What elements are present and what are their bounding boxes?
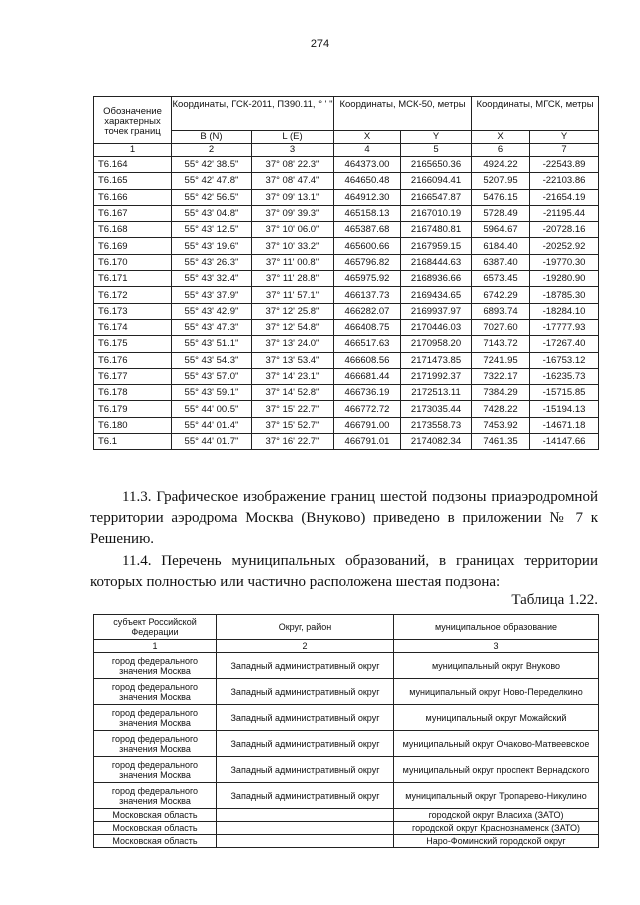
- table-row-cell-2: 55° 43' 54.3": [172, 352, 252, 368]
- table-row-cell-5: 2170446.03: [401, 319, 472, 335]
- table-row: [94, 157, 599, 173]
- table2-row-cell-2: Западный административный округ: [217, 757, 394, 783]
- table-row-cell-1: Т6.164: [94, 157, 172, 173]
- table2-row-cell-1: Московская область: [94, 809, 217, 822]
- table2-header-row-cell-1: субъект Российской Федерации: [94, 615, 217, 640]
- table-row: [94, 254, 599, 270]
- table-row-cell-1: Т6.168: [94, 222, 172, 238]
- table2-column-number-row-cell-1: 1: [94, 640, 217, 653]
- table2-row-cell-3: муниципальный округ Можайский: [394, 705, 599, 731]
- table-row-cell-6: 6573.45: [472, 271, 530, 287]
- table2-row: [94, 757, 599, 783]
- table-row-cell-6: 5476.15: [472, 189, 530, 205]
- header-y-mgsk: Y: [530, 131, 599, 144]
- table-row-cell-6: 6184.40: [472, 238, 530, 254]
- table-row-cell-5: 2165650.36: [401, 157, 472, 173]
- table2-row-cell-2: [217, 835, 394, 848]
- table-row-cell-7: -22103.86: [530, 173, 599, 189]
- table2-row-cell-2: [217, 809, 394, 822]
- table-row-cell-4: 466681.44: [334, 368, 401, 384]
- table-row-cell-4: 465600.66: [334, 238, 401, 254]
- table-row: [94, 434, 599, 450]
- table2-row-cell-1: город федерального значения Москва: [94, 705, 217, 731]
- table-row: [94, 401, 599, 417]
- table-row-cell-7: -16235.73: [530, 368, 599, 384]
- table-row: [94, 189, 599, 205]
- table-row-cell-3: 37° 11' 00.8": [252, 254, 334, 270]
- table-row-cell-3: 37° 10' 06.0": [252, 222, 334, 238]
- table-row-cell-2: 55° 43' 37.9": [172, 287, 252, 303]
- table-row-cell-1: Т6.166: [94, 189, 172, 205]
- table-caption: Таблица 1.22.: [511, 592, 598, 608]
- table-row-cell-3: 37° 10' 33.2": [252, 238, 334, 254]
- table2-row: [94, 731, 599, 757]
- table2-header-row-cell-2: Округ, район: [217, 615, 394, 640]
- table-row-cell-1: Т6.171: [94, 271, 172, 287]
- table-row-cell-4: 466408.75: [334, 319, 401, 335]
- column-number-row-cell-1: 1: [94, 144, 172, 157]
- table-row: [94, 287, 599, 303]
- table2-row-cell-3: муниципальный округ Очаково-Матвеевское: [394, 731, 599, 757]
- table-row-cell-4: 464912.30: [334, 189, 401, 205]
- table-row: [94, 368, 599, 384]
- table-row-cell-4: 464650.48: [334, 173, 401, 189]
- coordinates-table: [93, 96, 599, 450]
- table-row-cell-2: 55° 44' 01.4": [172, 417, 252, 433]
- table2-row: [94, 679, 599, 705]
- table-row-cell-6: 7241.95: [472, 352, 530, 368]
- table-row-cell-6: 7384.29: [472, 385, 530, 401]
- table-row-cell-6: 7428.22: [472, 401, 530, 417]
- table-row-cell-3: 37° 08' 22.3": [252, 157, 334, 173]
- table2-row: [94, 653, 599, 679]
- table2-row: [94, 783, 599, 809]
- table2-column-number-row-cell-2: 2: [217, 640, 394, 653]
- table-row-cell-4: 466282.07: [334, 303, 401, 319]
- table-row-cell-3: 37° 12' 54.8": [252, 319, 334, 335]
- table-row-cell-3: 37° 11' 57.1": [252, 287, 334, 303]
- table-row: [94, 173, 599, 189]
- table-row-cell-5: 2169937.97: [401, 303, 472, 319]
- table-row-cell-3: 37° 09' 13.1": [252, 189, 334, 205]
- municipalities-table: [93, 614, 599, 848]
- table-row-cell-6: 6742.29: [472, 287, 530, 303]
- table-row-cell-1: Т6.175: [94, 336, 172, 352]
- paragraph-11-3: 11.3. Графическое изображение границ шестой подзоны приаэродромной территории аэродрома Москва (Внуково) приведено в приложении № 7 к Решению.: [90, 489, 598, 547]
- table2-row-cell-3: муниципальный округ Внуково: [394, 653, 599, 679]
- table2-row-cell-1: город федерального значения Москва: [94, 679, 217, 705]
- table-row-cell-7: -14671.18: [530, 417, 599, 433]
- table-row-cell-5: 2166547.87: [401, 189, 472, 205]
- table-row-cell-2: 55° 43' 47.3": [172, 319, 252, 335]
- table-row-cell-2: 55° 43' 04.8": [172, 205, 252, 221]
- table-row-cell-3: 37° 11' 28.8": [252, 271, 334, 287]
- header-msk: Координаты, МСК-50, метры: [334, 97, 472, 131]
- table-row-cell-7: -18284.10: [530, 303, 599, 319]
- table-row-cell-6: 7461.35: [472, 434, 530, 450]
- table2-row-cell-2: [217, 822, 394, 835]
- table-row-cell-3: 37° 14' 23.1": [252, 368, 334, 384]
- table-row-cell-5: 2174082.34: [401, 434, 472, 450]
- table-row-cell-2: 55° 43' 12.5": [172, 222, 252, 238]
- table-row: [94, 417, 599, 433]
- table-row-cell-7: -17267.40: [530, 336, 599, 352]
- table-row-cell-3: 37° 16' 22.7": [252, 434, 334, 450]
- table2-row-cell-2: Западный административный округ: [217, 679, 394, 705]
- table-row-cell-4: 465387.68: [334, 222, 401, 238]
- table-row-cell-7: -20252.92: [530, 238, 599, 254]
- table-row-cell-2: 55° 43' 57.0": [172, 368, 252, 384]
- table2-row-cell-1: город федерального значения Москва: [94, 731, 217, 757]
- table2-header-row-cell-3: муниципальное образование: [394, 615, 599, 640]
- table-row: [94, 222, 599, 238]
- table-row-cell-2: 55° 42' 38.5": [172, 157, 252, 173]
- table2-row-cell-1: город федерального значения Москва: [94, 653, 217, 679]
- table-row-cell-3: 37° 12' 25.8": [252, 303, 334, 319]
- table-row-cell-2: 55° 44' 01.7": [172, 434, 252, 450]
- table2-row: [94, 822, 599, 835]
- table-row-cell-2: 55° 43' 51.1": [172, 336, 252, 352]
- table-row: [94, 336, 599, 352]
- table-row-cell-4: 466791.00: [334, 417, 401, 433]
- table-row-cell-1: Т6.169: [94, 238, 172, 254]
- table-row-cell-5: 2171473.85: [401, 352, 472, 368]
- table-row-cell-5: 2172513.11: [401, 385, 472, 401]
- table2-row-cell-3: Наро-Фоминский городской округ: [394, 835, 599, 848]
- table-row-cell-6: 4924.22: [472, 157, 530, 173]
- table-row-cell-2: 55° 43' 26.3": [172, 254, 252, 270]
- table-row-cell-3: 37° 13' 24.0": [252, 336, 334, 352]
- table2-row-cell-3: городской округ Власиха (ЗАТО): [394, 809, 599, 822]
- table-row-cell-2: 55° 43' 19.6": [172, 238, 252, 254]
- table2-row-cell-2: Западный административный округ: [217, 783, 394, 809]
- table-row-cell-1: Т6.174: [94, 319, 172, 335]
- table-row-cell-6: 5964.67: [472, 222, 530, 238]
- column-number-row-cell-2: 2: [172, 144, 252, 157]
- table-row-cell-1: Т6.180: [94, 417, 172, 433]
- table-row-cell-2: 55° 43' 32.4": [172, 271, 252, 287]
- table-row-cell-3: 37° 14' 52.8": [252, 385, 334, 401]
- header-l: L (E): [252, 131, 334, 144]
- column-number-row-cell-6: 6: [472, 144, 530, 157]
- table-row: [94, 205, 599, 221]
- table2-row-cell-1: город федерального значения Москва: [94, 757, 217, 783]
- table-row-cell-4: 464373.00: [334, 157, 401, 173]
- table-row-cell-2: 55° 42' 56.5": [172, 189, 252, 205]
- table2-row-cell-2: Западный административный округ: [217, 731, 394, 757]
- table-row-cell-4: 466791.01: [334, 434, 401, 450]
- table-row-cell-7: -14147.66: [530, 434, 599, 450]
- paragraph-11-4: 11.4. Перечень муниципальных образований, в границах территории которых полностью или частично расположена шестая подзона:: [90, 553, 598, 590]
- table-row-cell-4: 466137.73: [334, 287, 401, 303]
- table-row-cell-4: 466608.56: [334, 352, 401, 368]
- table2-header-row: [94, 615, 599, 640]
- table-row: [94, 271, 599, 287]
- table-row-cell-1: Т6.165: [94, 173, 172, 189]
- header-x-msk: X: [334, 131, 401, 144]
- table-row: [94, 385, 599, 401]
- table-row-cell-5: 2171992.37: [401, 368, 472, 384]
- table-row-cell-3: 37° 09' 39.3": [252, 205, 334, 221]
- table-row-cell-5: 2168444.63: [401, 254, 472, 270]
- header-y-msk: Y: [401, 131, 472, 144]
- table-row-cell-1: Т6.173: [94, 303, 172, 319]
- header-b: B (N): [172, 131, 252, 144]
- table2-row-cell-1: Московская область: [94, 835, 217, 848]
- table-row-cell-1: Т6.172: [94, 287, 172, 303]
- table2-row-cell-3: муниципальный округ Тропарево-Никулино: [394, 783, 599, 809]
- table-row-cell-1: Т6.177: [94, 368, 172, 384]
- table-row: [94, 319, 599, 335]
- table-row-cell-1: Т6.170: [94, 254, 172, 270]
- table-row-cell-7: -18785.30: [530, 287, 599, 303]
- table-row-cell-1: Т6.178: [94, 385, 172, 401]
- table-row: [94, 303, 599, 319]
- table-row-cell-7: -21195.44: [530, 205, 599, 221]
- header-gsk: Координаты, ГСК-2011, ПЗ90.11, ° ' ": [172, 97, 334, 131]
- table-row-cell-3: 37° 15' 52.7": [252, 417, 334, 433]
- page-number: 274: [310, 38, 330, 50]
- table-row-cell-1: Т6.176: [94, 352, 172, 368]
- table-row-cell-6: 7027.60: [472, 319, 530, 335]
- table-row-cell-4: 465975.92: [334, 271, 401, 287]
- table2-row-cell-3: муниципальный округ проспект Вернадского: [394, 757, 599, 783]
- header-x-mgsk: X: [472, 131, 530, 144]
- table-row-cell-2: 55° 43' 59.1": [172, 385, 252, 401]
- table-row-cell-5: 2168936.66: [401, 271, 472, 287]
- table-row-cell-5: 2169434.65: [401, 287, 472, 303]
- table-row-cell-5: 2167010.19: [401, 205, 472, 221]
- table-row-cell-6: 7322.17: [472, 368, 530, 384]
- table-row-cell-2: 55° 42' 47.8": [172, 173, 252, 189]
- table2-column-number-row-cell-3: 3: [394, 640, 599, 653]
- table2-row-cell-3: муниципальный округ Ново-Переделкино: [394, 679, 599, 705]
- table2-row-cell-1: город федерального значения Москва: [94, 783, 217, 809]
- table2-row-cell-2: Западный административный округ: [217, 705, 394, 731]
- column-number-row-cell-5: 5: [401, 144, 472, 157]
- table2-row: [94, 705, 599, 731]
- table-row-cell-2: 55° 44' 00.5": [172, 401, 252, 417]
- table-row-cell-7: -22543.89: [530, 157, 599, 173]
- table-row-cell-7: -16753.12: [530, 352, 599, 368]
- table-row-cell-3: 37° 08' 47.4": [252, 173, 334, 189]
- table-row-cell-7: -15715.85: [530, 385, 599, 401]
- table-row-cell-7: -20728.16: [530, 222, 599, 238]
- table-row-cell-4: 466736.19: [334, 385, 401, 401]
- table-row: [94, 238, 599, 254]
- table-row-cell-6: 6387.40: [472, 254, 530, 270]
- table-row-cell-4: 466517.63: [334, 336, 401, 352]
- table2-row: [94, 835, 599, 848]
- table-row-cell-5: 2173035.44: [401, 401, 472, 417]
- table2-row: [94, 809, 599, 822]
- table2-row-cell-2: Западный административный округ: [217, 653, 394, 679]
- table-row-cell-1: Т6.179: [94, 401, 172, 417]
- table-row-cell-5: 2170958.20: [401, 336, 472, 352]
- column-number-row-cell-3: 3: [252, 144, 334, 157]
- table-row-cell-7: -21654.19: [530, 189, 599, 205]
- column-number-row: [94, 144, 599, 157]
- table-row-cell-5: 2166094.41: [401, 173, 472, 189]
- table-row-cell-1: Т6.1: [94, 434, 172, 450]
- table2-row-cell-3: городской округ Краснознаменск (ЗАТО): [394, 822, 599, 835]
- table-row-cell-7: -15194.13: [530, 401, 599, 417]
- table-row-cell-5: 2167480.81: [401, 222, 472, 238]
- table-row-cell-7: -19770.30: [530, 254, 599, 270]
- table-row-cell-4: 466772.72: [334, 401, 401, 417]
- table-row-cell-7: -19280.90: [530, 271, 599, 287]
- table2-column-number-row: [94, 640, 599, 653]
- table-row-cell-5: 2167959.15: [401, 238, 472, 254]
- table-row-cell-1: Т6.167: [94, 205, 172, 221]
- table-row-cell-4: 465796.82: [334, 254, 401, 270]
- column-number-row-cell-4: 4: [334, 144, 401, 157]
- table-row-cell-6: 7143.72: [472, 336, 530, 352]
- table2-row-cell-1: Московская область: [94, 822, 217, 835]
- header-mgsk: Координаты, МГСК, метры: [472, 97, 599, 131]
- table-row-cell-5: 2173558.73: [401, 417, 472, 433]
- header-designation: Обозначение характерных точек границ: [94, 97, 172, 144]
- table-row-cell-6: 7453.92: [472, 417, 530, 433]
- table-row-cell-2: 55° 43' 42.9": [172, 303, 252, 319]
- table-row-cell-3: 37° 13' 53.4": [252, 352, 334, 368]
- table-row-cell-6: 6893.74: [472, 303, 530, 319]
- table-row-cell-6: 5728.49: [472, 205, 530, 221]
- table-row-cell-3: 37° 15' 22.7": [252, 401, 334, 417]
- table-row: [94, 352, 599, 368]
- column-number-row-cell-7: 7: [530, 144, 599, 157]
- table-row-cell-6: 5207.95: [472, 173, 530, 189]
- table-row-cell-4: 465158.13: [334, 205, 401, 221]
- table-row-cell-7: -17777.93: [530, 319, 599, 335]
